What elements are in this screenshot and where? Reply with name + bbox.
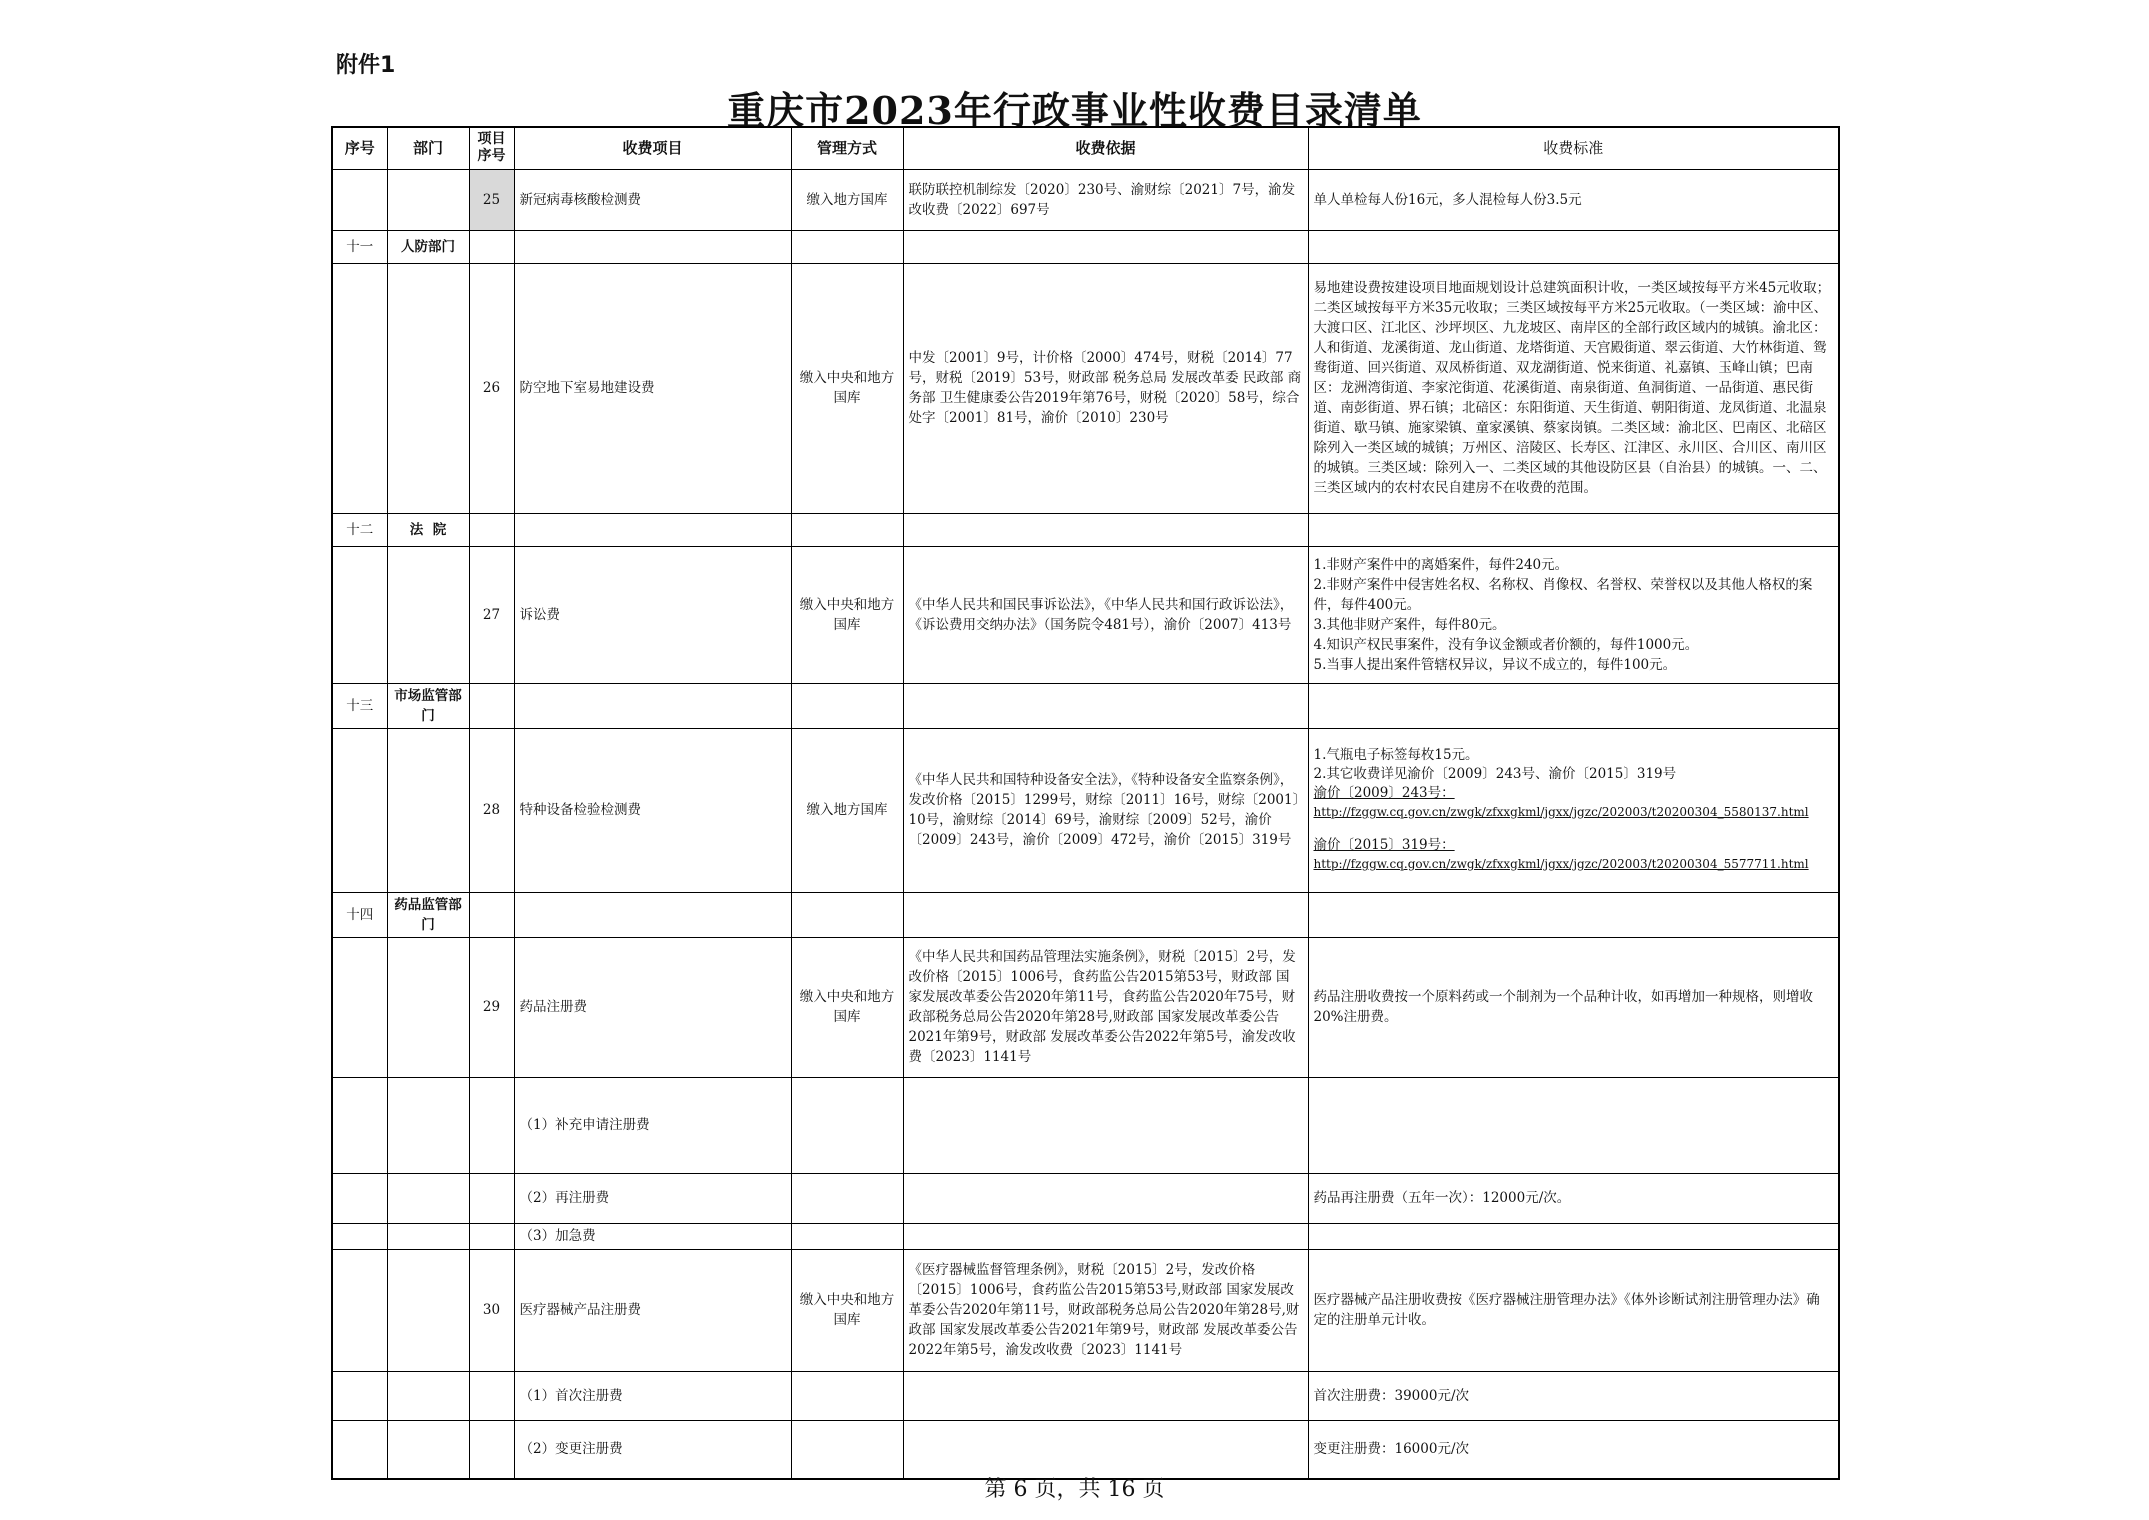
table-row: [332, 1223, 1839, 1249]
standard-line: 3.其他非财产案件，每件80元。: [1313, 616, 1506, 633]
standard-line: 1.非财产案件中的离婚案件，每件240元。: [1313, 556, 1569, 573]
header-basis: 收费依据: [903, 127, 1308, 169]
fee-sub-item: （1）补充申请注册费: [514, 1077, 791, 1173]
section-department: 市场监管部门: [387, 683, 469, 728]
management-method: 缴入中央和地方国库: [791, 263, 903, 513]
reference-link-label[interactable]: 渝价〔2009〕243号：: [1313, 785, 1455, 801]
section-department: 药品监管部门: [387, 892, 469, 937]
section-number: 十四: [332, 892, 387, 937]
item-number: 29: [469, 937, 514, 1077]
reference-link[interactable]: http://fzggw.cq.gov.cn/zwgk/zfxxgkml/jgxx/jgzc/202003/t20200304_5580137.html: [1313, 805, 1809, 819]
table-row: [332, 1077, 1839, 1173]
table-header-row: [332, 127, 1839, 169]
fee-standard: 首次注册费：39000元/次: [1308, 1371, 1839, 1420]
fee-standard: 药品注册收费按一个原料药或一个制剂为一个品种计收，如再增加一种规格，则增收20%注册费。: [1308, 937, 1839, 1077]
table-row: [332, 1420, 1839, 1479]
fee-item: 诉讼费: [514, 546, 791, 683]
standard-line: 5.当事人提出案件管辖权异议，异议不成立的，每件100元。: [1313, 656, 1677, 673]
section-row: [332, 683, 1839, 728]
reference-link-label[interactable]: 渝价〔2015〕319号：: [1313, 837, 1455, 853]
header-standard: 收费标准: [1308, 127, 1839, 169]
item-number: 26: [469, 263, 514, 513]
fee-standard: 药品再注册费（五年一次）：12000元/次。: [1308, 1173, 1839, 1223]
fee-basis: 《医疗器械监督管理条例》，财税〔2015〕2号，发改价格〔2015〕1006号，食药监公告2015第53号,财政部 国家发展改革委公告2020年第11号，财政部税务总局公告2020年第28号,财政部 国家发展改革委公告2021年第9号，财政部 发展改革委公告2022年第5号，渝发改收费〔2023〕1141号: [903, 1249, 1308, 1371]
header-mgmt: 管理方式: [791, 127, 903, 169]
section-department: 法 院: [387, 513, 469, 546]
fee-item: 药品注册费: [514, 937, 791, 1077]
section-number: 十二: [332, 513, 387, 546]
reference-link[interactable]: http://fzggw.cq.gov.cn/zwgk/zfxxgkml/jgxx/jgzc/202003/t20200304_5577711.html: [1313, 857, 1809, 871]
header-dept: 部门: [387, 127, 469, 169]
management-method: 缴入中央和地方国库: [791, 1249, 903, 1371]
section-department: 人防部门: [387, 230, 469, 263]
table-row: [332, 1249, 1839, 1371]
fee-sub-item: （2）变更注册费: [514, 1420, 791, 1479]
header-item: 收费项目: [514, 127, 791, 169]
document-title: 重庆市2023年行政事业性收费目录清单: [727, 88, 1422, 133]
standard-line: 1.气瓶电子标签每枚15元。: [1313, 747, 1479, 763]
fee-standard: 单人单检每人份16元，多人混检每人份3.5元: [1308, 169, 1839, 230]
management-method: 缴入中央和地方国库: [791, 546, 903, 683]
fee-item: 医疗器械产品注册费: [514, 1249, 791, 1371]
table-row: [332, 263, 1839, 513]
standard-line: 4.知识产权民事案件，没有争议金额或者价额的，每件1000元。: [1313, 636, 1699, 653]
table-row: [332, 1371, 1839, 1420]
section-row: [332, 892, 1839, 937]
management-method: 缴入地方国库: [791, 169, 903, 230]
fee-item: 防空地下室易地建设费: [514, 263, 791, 513]
fee-standard: 医疗器械产品注册收费按《医疗器械注册管理办法》《体外诊断试剂注册管理办法》确定的注册单元计收。: [1308, 1249, 1839, 1371]
page-footer: 第 6 页，共 16 页: [984, 1477, 1165, 1502]
header-seq: 序号: [332, 127, 387, 169]
fee-item: 新冠病毒核酸检测费: [514, 169, 791, 230]
section-number: 十一: [332, 230, 387, 263]
item-number: 25: [469, 169, 514, 230]
fee-standard: [1308, 546, 1839, 683]
item-number: 30: [469, 1249, 514, 1371]
fee-standard: 易地建设费按建设项目地面规划设计总建筑面积计收，一类区域按每平方米45元收取；二类区域按每平方米35元收取；三类区域按每平方米25元收取。（一类区域：渝中区、大渡口区、江北区、沙坪坝区、九龙坡区、南岸区的全部行政区域内的城镇。渝北区：人和街道、龙溪街道、龙山街道、龙塔街道、天宫殿街道、翠云街道、大竹林街道、鸳鸯街道、回兴街道、双凤桥街道、双龙湖街道、悦来街道、礼嘉镇、玉峰山镇；巴南区：龙洲湾街道、李家沱街道、花溪街道、南泉街道、鱼洞街道、一品街道、惠民街道、南彭街道、界石镇；北碚区：东阳街道、天生街道、朝阳街道、龙凤街道、北温泉街道、歇马镇、施家梁镇、童家溪镇、蔡家岗镇。二类区域：渝北区、巴南区、北碚区除列入一类区域的城镇；万州区、涪陵区、长寿区、江津区、永川区、合川区、南川区的城镇。三类区域：除列入一、二类区域的其他设防区县（自治县）的城镇。一、二、三类区域内的农村农民自建房不在收费的范围。: [1308, 263, 1839, 513]
fee-standard: [1308, 728, 1839, 892]
management-method: 缴入中央和地方国库: [791, 937, 903, 1077]
table-row: [332, 728, 1839, 892]
section-row: [332, 513, 1839, 546]
fee-sub-item: （3）加急费: [514, 1223, 791, 1249]
fee-basis: 中发〔2001〕9号，计价格〔2000〕474号，财税〔2014〕77号，财税〔2019〕53号，财政部 税务总局 发展改革委 民政部 商务部 卫生健康委公告2019年第76号，财税〔2020〕58号，综合处字〔2001〕81号，渝价〔2010〕230号: [903, 263, 1308, 513]
table-row: [332, 169, 1839, 230]
fee-basis: 联防联控机制综发〔2020〕230号、渝财综〔2021〕7号，渝发改收费〔2022〕697号: [903, 169, 1308, 230]
section-row: [332, 230, 1839, 263]
table-row: [332, 1173, 1839, 1223]
item-number: 28: [469, 728, 514, 892]
fee-basis: 《中华人民共和国特种设备安全法》，《特种设备安全监察条例》，发改价格〔2015〕1299号，财综〔2011〕16号，财综〔2001〕10号，渝财综〔2014〕69号，渝财综〔2009〕52号，渝价〔2009〕243号，渝价〔2009〕472号，渝价〔2015〕319号: [903, 728, 1308, 892]
table-row: [332, 937, 1839, 1077]
fee-sub-item: （1）首次注册费: [514, 1371, 791, 1420]
fee-basis: 《中华人民共和国药品管理法实施条例》，财税〔2015〕2号，发改价格〔2015〕1006号，食药监公告2015第53号，财政部 国家发展改革委公告2020年第11号，食药监公告2020年75号，财政部税务总局公告2020年第28号,财政部 国家发展改革委公告2021年第9号，财政部 发展改革委公告2022年第5号，渝发改收费〔2023〕1141号: [903, 937, 1308, 1077]
item-number: 27: [469, 546, 514, 683]
fee-item: 特种设备检验检测费: [514, 728, 791, 892]
fee-standard: 变更注册费：16000元/次: [1308, 1420, 1839, 1479]
header-item-no: 项目 序号: [469, 127, 514, 169]
management-method: 缴入地方国库: [791, 728, 903, 892]
fee-basis: 《中华人民共和国民事诉讼法》，《中华人民共和国行政诉讼法》，《诉讼费用交纳办法》（国务院令481号），渝价〔2007〕413号: [903, 546, 1308, 683]
standard-line: 2.非财产案件中侵害姓名权、名称权、肖像权、名誉权、荣誉权以及其他人格权的案件，每件400元。: [1313, 576, 1813, 613]
fee-catalogue-table: [331, 126, 1840, 1480]
section-number: 十三: [332, 683, 387, 728]
fee-sub-item: （2）再注册费: [514, 1173, 791, 1223]
standard-line: 2.其它收费详见渝价〔2009〕243号、渝价〔2015〕319号: [1313, 766, 1677, 782]
table-row: [332, 546, 1839, 683]
attachment-label: 附件1: [336, 53, 396, 78]
